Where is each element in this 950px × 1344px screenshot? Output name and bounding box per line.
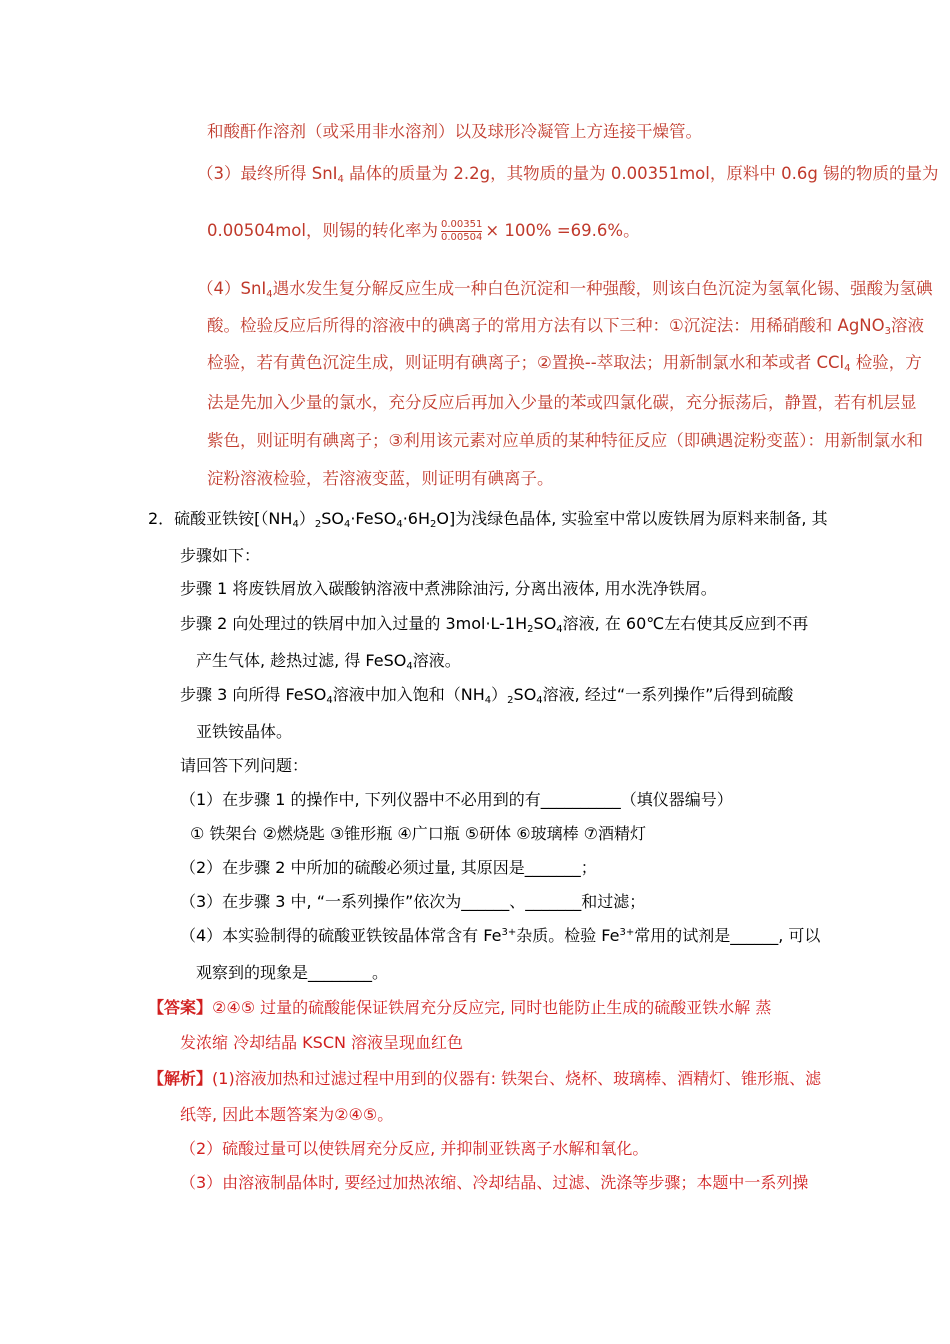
conversion-fraction: $\frac{0.00351}{0.00504}$ [440, 219, 483, 243]
image-text-line: 和酸酐作溶剂（或采用非水溶剂）以及球形冷凝管上方连接干燥管。 [207, 122, 702, 141]
image-text-line: （3）最终所得 SnI$_4$ 晶体的质量为 2.2g，其物质的量为 0.00351mol，原料中 0.6g 锡的物质的量为 [197, 164, 939, 185]
sub-question-1-options: ① 铁架台 ②燃烧匙 ③锥形瓶 ④广口瓶 ⑤研体 ⑥玻璃棒 ⑦酒精灯 [190, 824, 647, 843]
image-text-line: 法是先加入少量的氯水，充分反应后再加入少量的苯或四氯化碳，充分振荡后，静置，若有机层显 [207, 393, 917, 412]
analysis-line: 【解析】(1)溶液加热和过滤过程中用到的仪器有: 铁架台、烧杯、玻璃棒、酒精灯、锥形瓶、滤 [148, 1069, 822, 1088]
analysis-line-2: （2）硫酸过量可以使铁屑充分反应, 并抑制亚铁离子水解和氧化。 [180, 1139, 649, 1158]
sub-question-3: （3）在步骤 3 中, “一系列操作”依次为______、_______和过滤； [180, 892, 646, 911]
answer-tag: 【答案】 [148, 998, 213, 1017]
sub-question-2: （2）在步骤 2 中所加的硫酸必须过量, 其原因是_______； [180, 858, 597, 877]
question-text: 步骤如下： [180, 546, 261, 565]
image-text-line: 紫色，则证明有碘离子；③利用该元素对应单质的某种特征反应（即碘遇淀粉变蓝）：用新制氯水和 [207, 431, 924, 450]
sub-question-4: （4）本实验制得的硫酸亚铁铵晶体常含有 $Fe^{3+}$杂质。检验 $Fe^{3+}$常用的试剂是______, 可以 [180, 926, 821, 945]
image-text-line: 检验，若有黄色沉淀生成，则证明有碘离子；②置换--萃取法；用新制氯水和苯或者 CCl$_4$ 检验，方 [207, 353, 922, 374]
sub-question-1: （1）在步骤 1 的操作中, 下列仪器中不必用到的有__________（填仪器编号） [180, 790, 733, 809]
question-title: 2．硫酸亚铁铵$[(NH_4)_2SO_4\cdot FeSO_4\cdot 6H_2O]$为浅绿色晶体, 实验室中常以废铁屑为原料来制备, 其 [148, 509, 828, 530]
analysis-line-continued: 纸等, 因此本题答案为②④⑤。 [180, 1105, 394, 1124]
analysis-line-3: （3）由溶液制晶体时, 要经过加热浓缩、冷却结晶、过滤、洗涤等步骤；本题中一系列操 [180, 1173, 809, 1192]
step-1: 步骤 1 将废铁屑放入碳酸钠溶液中煮沸除油污, 分离出液体, 用水洗净铁屑。 [180, 579, 717, 598]
image-text-line: （4）SnI$_4$遇水发生复分解反应生成一种白色沉淀和一种强酸，则该白色沉淀为氢氧化锡、强酸为氢碘 [197, 279, 933, 300]
step-3-continued: 亚铁铵晶体。 [196, 722, 293, 741]
sub-question-4-continued: 观察到的现象是________。 [196, 963, 389, 982]
image-text-line: 0.00504mol，则锡的转化率为 $\frac{0.00351}{0.00504}$ × 100% =69.6%。 [207, 219, 640, 243]
answer-line-continued: 发浓缩 冷却结晶 KSCN 溶液呈现血红色 [180, 1033, 464, 1052]
step-3: 步骤 3 向所得 FeSO$_4$溶液中加入饱和$(NH_4)_2SO_4$溶液, 经过“一系列操作”后得到硫酸 [180, 685, 794, 706]
ask-text: 请回答下列问题： [180, 756, 309, 775]
step-2: 步骤 2 向处理过的铁屑中加入过量的 $3mol\cdot L-1H_2SO_4$溶液, 在 60℃左右使其反应到不再 [180, 614, 809, 635]
step-2-continued: 产生气体, 趁热过滤, 得 FeSO$_4$溶液。 [196, 651, 461, 672]
image-text-line: 酸。检验反应后所得的溶液中的碘离子的常用方法有以下三种：①沉淀法：用稀硝酸和 AgNO$_3$溶液 [207, 316, 925, 337]
image-text-line: 淀粉溶液检验，若溶液变蓝，则证明有碘离子。 [207, 469, 554, 488]
analysis-tag: 【解析】 [148, 1069, 213, 1088]
answer-line: 【答案】②④⑤ 过量的硫酸能保证铁屑充分反应完, 同时也能防止生成的硫酸亚铁水解 蒸 [148, 998, 772, 1017]
